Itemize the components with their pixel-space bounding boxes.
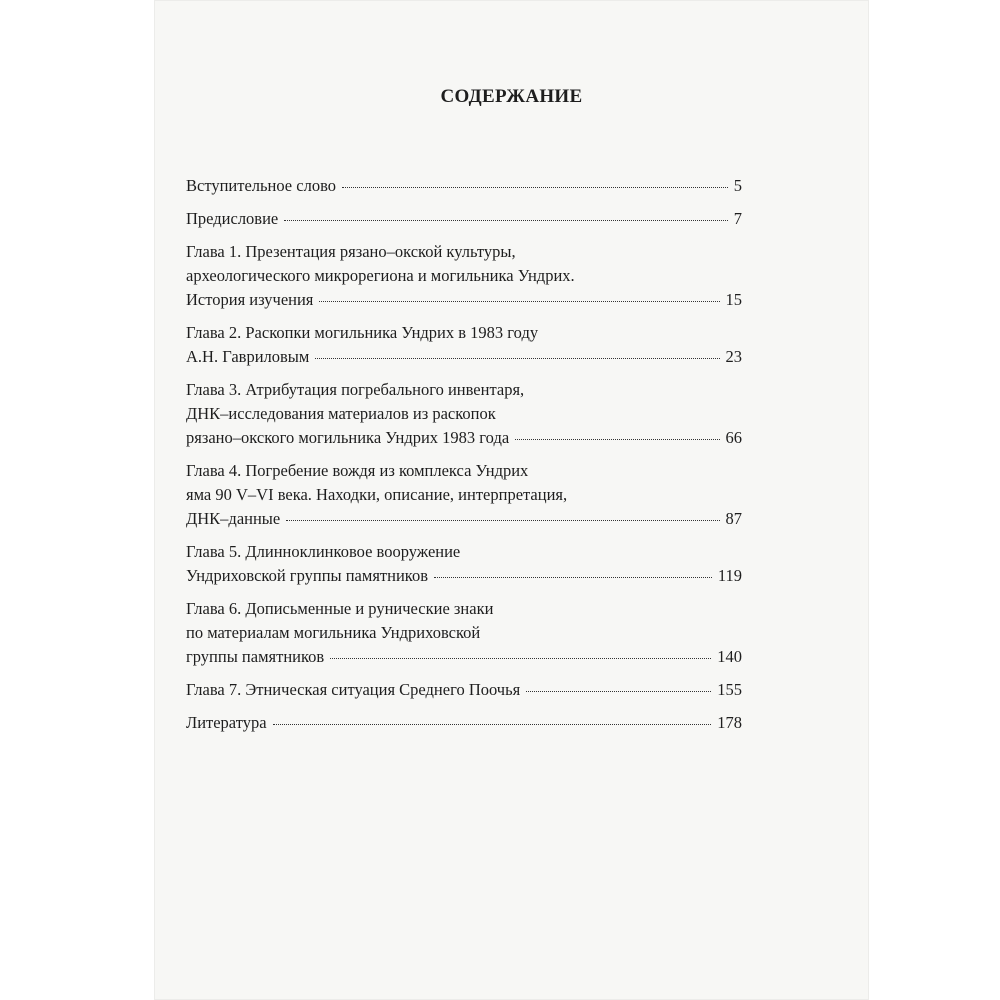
dot-leader	[526, 691, 711, 692]
toc-entry	[186, 207, 742, 231]
toc-entry-text: Предисловие	[186, 209, 279, 228]
toc-entry-text: ДНК–исследования материалов из раскопок	[186, 404, 496, 423]
toc-entry-text: Вступительное слово	[186, 176, 336, 195]
dot-leader	[273, 724, 712, 725]
dot-leader	[515, 439, 719, 440]
toc-page-number: 23	[725, 347, 742, 366]
toc-entry	[186, 378, 742, 450]
toc-entry-text: Глава 3. Атрибутация погребального инвентаря,	[186, 380, 525, 399]
toc-entry-text: Глава 2. Раскопки могильника Ундрих в 1983 году	[186, 323, 539, 342]
dot-leader	[286, 520, 719, 521]
table-of-contents	[186, 174, 742, 744]
toc-page-number: 87	[725, 509, 742, 528]
toc-entry-text: Глава 5. Длинноклинковое вооружение	[186, 542, 461, 561]
toc-entry-text: яма 90 V–VI века. Находки, описание, интерпретация,	[186, 485, 568, 504]
toc-entry-text: группы памятников	[186, 647, 325, 666]
toc-entry	[186, 597, 742, 669]
toc-entry-text: Глава 6. Дописьменные и рунические знаки	[186, 599, 494, 618]
toc-page-number: 178	[717, 713, 742, 732]
toc-entry-text: История изучения	[186, 290, 314, 309]
toc-page-number: 119	[717, 566, 742, 585]
toc-entry	[186, 678, 742, 702]
toc-entry-text: Ундриховской группы памятников	[186, 566, 429, 585]
page-title: СОДЕРЖАНИЕ	[440, 86, 583, 107]
dot-leader	[284, 220, 728, 221]
toc-entry-text: А.Н. Гавриловым	[186, 347, 310, 366]
toc-entry-text: рязано–окского могильника Ундрих 1983 года	[186, 428, 510, 447]
toc-page-number: 140	[717, 647, 742, 666]
toc-entry	[186, 321, 742, 369]
toc-entry-text: по материалам могильника Ундриховской	[186, 623, 481, 642]
dot-leader	[315, 358, 719, 359]
toc-entry	[186, 174, 742, 198]
toc-entry-text: Глава 1. Презентация рязано–окской культуры,	[186, 242, 516, 261]
toc-entry	[186, 240, 742, 312]
toc-entry	[186, 711, 742, 735]
dot-leader	[319, 301, 719, 302]
toc-page-number: 155	[717, 680, 742, 699]
toc-entry-text: Глава 4. Погребение вождя из комплекса Ундрих	[186, 461, 529, 480]
toc-page-number: 7	[733, 209, 742, 228]
toc-entry-text: ДНК–данные	[186, 509, 281, 528]
toc-page-number: 66	[725, 428, 742, 447]
toc-entry	[186, 540, 742, 588]
toc-entry-text: Литература	[186, 713, 267, 732]
toc-page-number: 5	[733, 176, 742, 195]
toc-entry-text: археологического микрорегиона и могильника Ундрих.	[186, 266, 575, 285]
toc-page-number: 15	[725, 290, 742, 309]
toc-entry-text: Глава 7. Этническая ситуация Среднего Поочья	[186, 680, 521, 699]
dot-leader	[330, 658, 711, 659]
toc-entry	[186, 459, 742, 531]
dot-leader	[342, 187, 728, 188]
dot-leader	[434, 577, 712, 578]
